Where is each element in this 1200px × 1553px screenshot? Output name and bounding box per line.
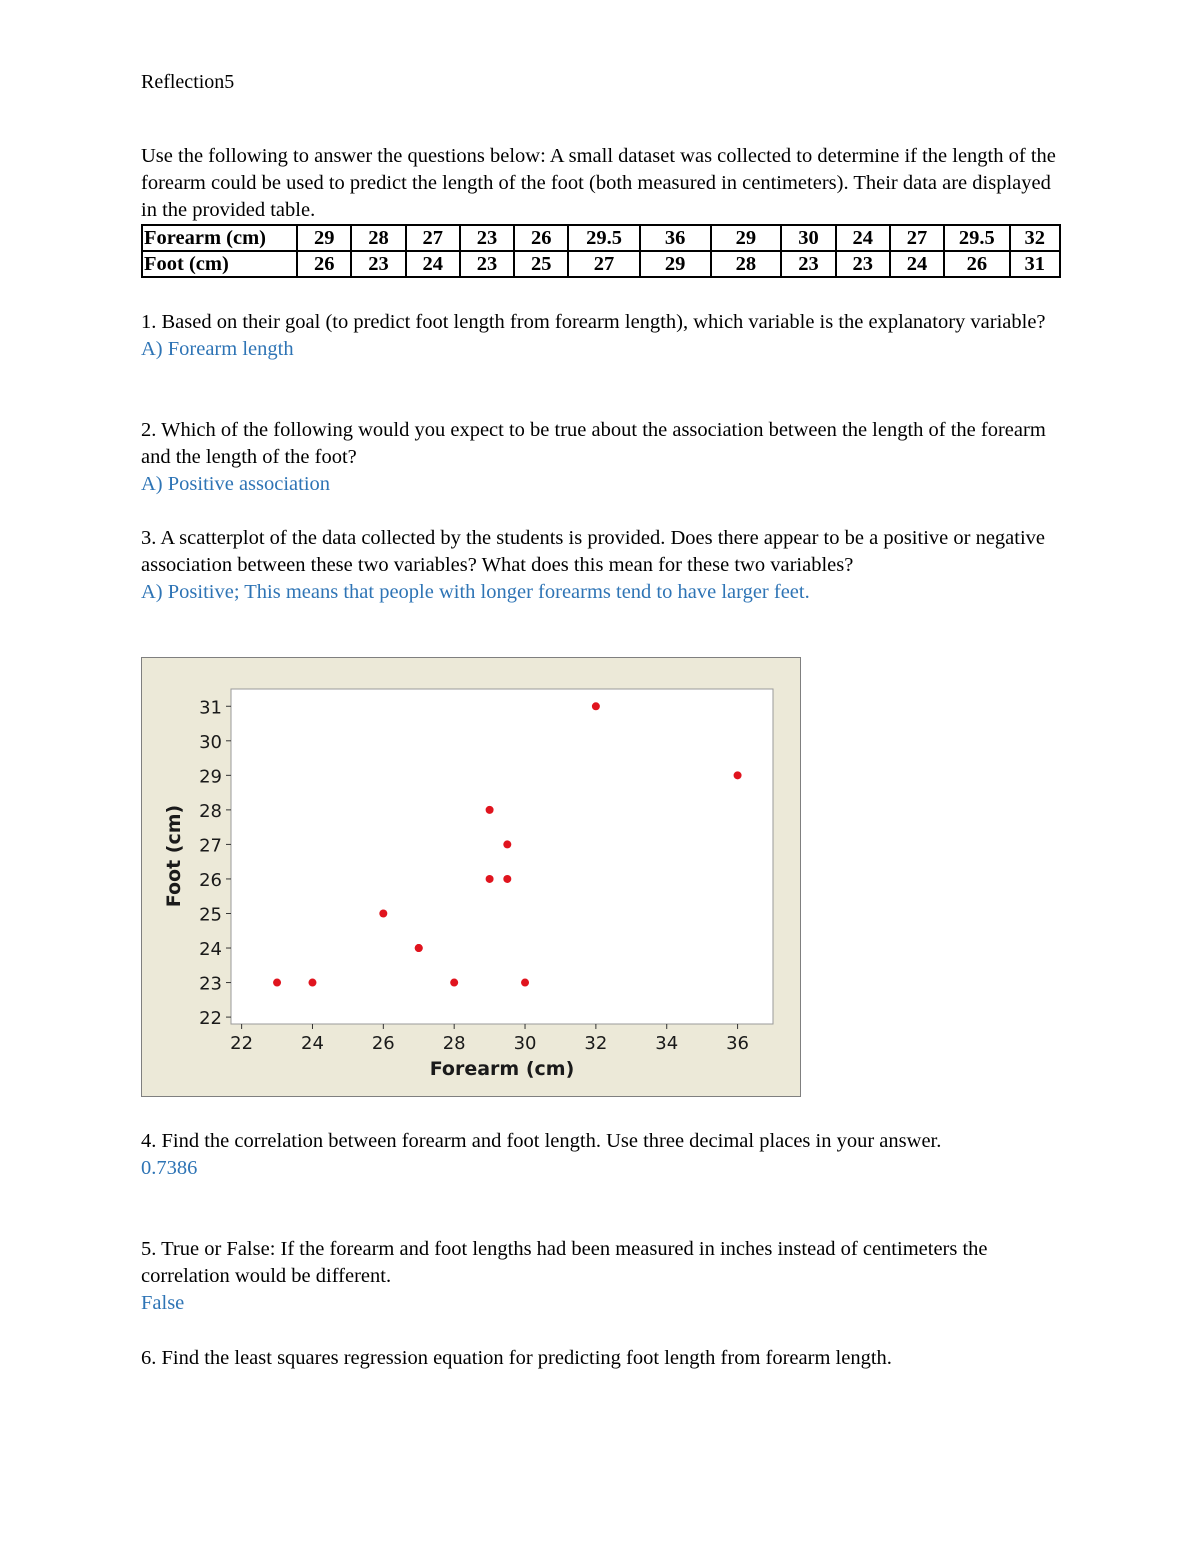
question-3 [141, 525, 1056, 606]
question-text: 3. A scatterplot of the data collected by the students is provided. Does there appear to be a positive or negative association between these two variables? What does this mean for these two variables? [141, 527, 1046, 576]
scatter-point [521, 979, 529, 987]
table-cell: 27 [890, 225, 944, 251]
question-2 [141, 417, 1056, 498]
x-tick-label: 26 [371, 1033, 395, 1054]
scatter-point [273, 979, 281, 987]
table-cell: 27 [406, 225, 460, 251]
table-cell: 31 [1010, 251, 1060, 277]
y-tick-label: 29 [199, 766, 222, 788]
y-tick-label: 25 [199, 904, 222, 926]
scatter-point [503, 875, 511, 883]
scatter-point [486, 875, 494, 883]
y-tick-label: 31 [199, 697, 222, 719]
question-6 [141, 1345, 1056, 1372]
plot-area [231, 689, 773, 1024]
table-cell: 29.5 [568, 225, 639, 251]
scatter-point [486, 806, 494, 814]
table-cell: 28 [711, 251, 782, 277]
table-cell: 29 [297, 225, 351, 251]
scatterplot-svg [142, 658, 800, 1096]
question-text: 5. True or False: If the forearm and foot lengths had been measured in inches instead of centimeters the correlation would be different. [141, 1238, 988, 1287]
scatter-point [734, 771, 742, 779]
table-cell: 23 [460, 251, 514, 277]
x-tick-label: 28 [442, 1033, 466, 1054]
answer-text: 0.7386 [141, 1157, 198, 1179]
data-table [141, 224, 1061, 278]
scatterplot-figure [141, 657, 801, 1097]
table-cell: 25 [514, 251, 568, 277]
table-cell: 27 [568, 251, 639, 277]
table-cell: 26 [297, 251, 351, 277]
y-axis-ticks [199, 697, 231, 1029]
x-tick-label: 22 [230, 1033, 254, 1054]
question-text: 4. Find the correlation between forearm and foot length. Use three decimal places in your answer. [141, 1130, 942, 1152]
table-cell: 23 [836, 251, 890, 277]
table-cell: 24 [890, 251, 944, 277]
answer-text: False [141, 1292, 185, 1314]
table-cell: 29.5 [944, 225, 1009, 251]
scatter-point [379, 909, 387, 917]
table-row-foot [142, 251, 1060, 277]
answer-text: A) Forearm length [141, 338, 294, 360]
scatter-point [450, 979, 458, 987]
table-cell: 26 [944, 251, 1009, 277]
document-header: Reflection5 [141, 71, 235, 93]
x-tick-label: 24 [301, 1033, 324, 1054]
table-cell: 30 [781, 225, 835, 251]
x-tick-label: 36 [726, 1033, 750, 1054]
table-row-forearm [142, 225, 1060, 251]
intro-paragraph: Use the following to answer the questions below: A small dataset was collected to determine if the length of the forearm could be used to predict the length of the foot (both measured in centimeters). Their data are displayed in the provided table. [141, 145, 1056, 221]
x-tick-label: 32 [584, 1033, 608, 1054]
y-axis-label: Foot (cm) [163, 804, 185, 908]
scatter-point [308, 979, 316, 987]
scatter-point [415, 944, 423, 952]
x-axis-label: Forearm (cm) [429, 1058, 575, 1080]
table-cell: 29 [711, 225, 782, 251]
question-text: 2. Which of the following would you expect to be true about the association between the length of the forearm and the length of the foot? [141, 419, 1046, 468]
row-label-foot: Foot (cm) [142, 251, 297, 277]
y-tick-label: 30 [199, 731, 222, 753]
table-cell: 28 [351, 225, 405, 251]
question-1 [141, 309, 1056, 363]
table-cell: 32 [1010, 225, 1060, 251]
question-5 [141, 1236, 1056, 1317]
table-cell: 24 [836, 225, 890, 251]
x-tick-label: 34 [655, 1033, 679, 1054]
table-cell: 23 [781, 251, 835, 277]
table-cell: 36 [640, 225, 711, 251]
answer-text: A) Positive; This means that people with longer forearms tend to have larger feet. [141, 581, 810, 603]
table-cell: 23 [351, 251, 405, 277]
scatter-point [592, 702, 600, 710]
y-tick-label: 23 [199, 973, 222, 995]
y-tick-label: 26 [199, 869, 222, 891]
question-4 [141, 1128, 1056, 1182]
x-tick-label: 30 [513, 1033, 537, 1054]
y-tick-label: 28 [199, 800, 222, 822]
table-cell: 29 [640, 251, 711, 277]
x-axis-ticks [230, 1024, 749, 1054]
question-text: 1. Based on their goal (to predict foot length from forearm length), which variable is the explanatory variable? [141, 311, 1046, 333]
row-label-forearm: Forearm (cm) [142, 225, 297, 251]
scatter-point [503, 840, 511, 848]
y-tick-label: 27 [199, 835, 222, 857]
table-cell: 23 [460, 225, 514, 251]
table-cell: 26 [514, 225, 568, 251]
question-text: 6. Find the least squares regression equation for predicting foot length from forearm length. [141, 1347, 892, 1369]
answer-text: A) Positive association [141, 473, 331, 495]
y-tick-label: 24 [199, 939, 222, 961]
table-cell: 24 [406, 251, 460, 277]
y-tick-label: 22 [199, 1008, 222, 1030]
